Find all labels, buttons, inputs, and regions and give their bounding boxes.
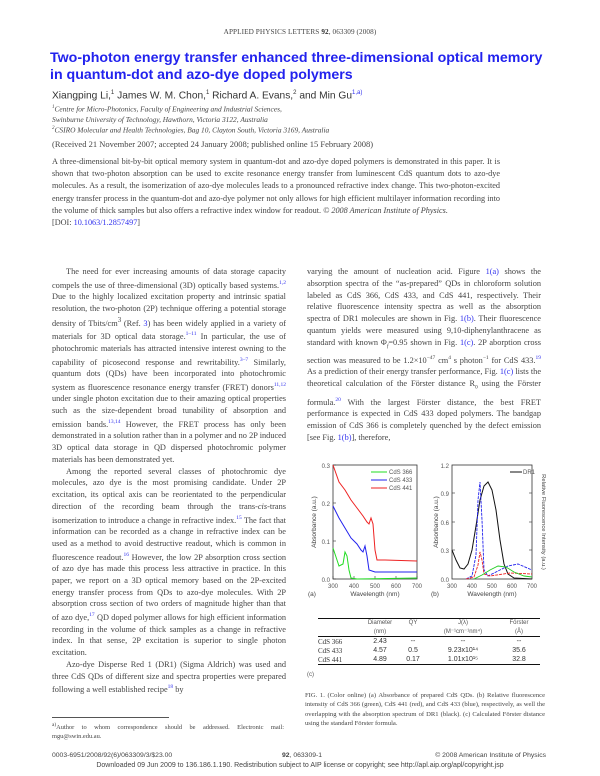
citation-link[interactable]: 15: [236, 514, 242, 521]
figure-link[interactable]: 1(c): [499, 367, 514, 377]
svg-text:0.1: 0.1: [321, 540, 330, 546]
svg-text:0.3: 0.3: [440, 549, 449, 555]
citation-link[interactable]: 11,12: [273, 381, 286, 388]
table-cell: 32.8: [512, 656, 526, 663]
title-line-2: in quantum-dot and azo-dye doped polymers: [50, 66, 353, 83]
text: ) has been widely applied in a variety of materials for 3D optical data storage.: [52, 318, 286, 342]
author: and Min Gu: [296, 90, 352, 102]
svg-text:0.0: 0.0: [321, 578, 330, 584]
forster-table: [318, 619, 540, 664]
superscript: 3: [117, 316, 122, 324]
svg-text:400: 400: [466, 584, 478, 590]
footer-page: [282, 752, 322, 759]
table-cell: 0.17: [406, 656, 420, 663]
footnote-text: Author to whom correspondence should be addressed. Electronic mail: mgu@swin.edu.au.: [52, 724, 284, 741]
svg-text:600: 600: [506, 584, 518, 590]
text: using the Förster formula.: [307, 379, 542, 407]
svg-text:500: 500: [369, 584, 381, 590]
text: (Ref.: [121, 318, 144, 328]
text: The need for ever increasing amounts of data storage capacity compels the use of three-dimensional (3D) optically based systems.: [52, 267, 286, 290]
footnote: [52, 721, 284, 741]
svg-text:0.3: 0.3: [321, 464, 330, 470]
svg-text:CdS 433: CdS 433: [389, 478, 413, 484]
svg-text:Absorbance (a.u.): Absorbance (a.u.): [433, 496, 440, 548]
text: In particular, the use of photochromic materials has attracted intensive interest owning to the capability of picosecond response and rewritability.: [52, 332, 286, 367]
footnote-divider: [52, 717, 169, 718]
doi-suffix: ]: [137, 218, 141, 228]
table-row: [318, 655, 540, 664]
paragraph: [307, 266, 541, 443]
author-affiliation-mark: 1: [205, 90, 210, 96]
svg-text:700: 700: [411, 584, 423, 590]
text: -trans isomerization to introduce a change in refractive index.: [52, 501, 286, 525]
download-notice: Downloaded 09 Jun 2009 to 136.186.1.190. Redistribution subject to AIP license or copyright; see http://apl.aip.org/apl/copyright.jsp: [96, 762, 504, 769]
table-cell: CdS 366: [318, 637, 343, 646]
svg-text:(b): (b): [431, 591, 439, 598]
figure-link[interactable]: 1(b): [459, 314, 474, 323]
table-cell: 4.89: [373, 656, 387, 663]
text: As a prediction of their energy transfer performance, Fig.: [307, 367, 500, 377]
table-header: QY: [408, 620, 418, 626]
citation-link[interactable]: 1–11: [185, 331, 197, 338]
citation-link[interactable]: 17: [89, 612, 95, 619]
affiliation-text: CSIRO Molecular and Health Technologies, Bag 10, Clayton South, Victoria 3169, Australia: [54, 125, 330, 135]
svg-text:1.2: 1.2: [440, 464, 449, 470]
journal-name: APPLIED PHYSICS LETTERS: [223, 28, 320, 36]
figure-link[interactable]: 1(a): [485, 267, 499, 276]
affiliation-text: Centre for Micro-Photonics, Faculty of Engineering and Industrial Sciences,: [54, 104, 282, 114]
text: . Their fluorescence quantum yields were measured using 9,10-diphenylanthracene as standard with known Φ: [307, 314, 541, 347]
citation-link[interactable]: 13,14: [108, 418, 121, 425]
doi-link[interactable]: 10.1063/1.2857497: [73, 218, 138, 228]
table-cell: 2.43: [373, 638, 387, 645]
author: Richard A. Evans,: [209, 90, 294, 102]
text: cm: [435, 355, 449, 365]
table-unit: (nm): [373, 628, 387, 635]
svg-text:(a): (a): [308, 591, 316, 598]
ref-link[interactable]: 3: [143, 318, 148, 328]
text: . 2P aborption cross section was measured to be 1.2×10: [307, 337, 541, 365]
text: Among the reported several classes of photochromic dye molecules, azo dye is the most promising candidate. Under 2P excitation, its optical axis can be reorientated to the perpendicular direction of the recording beam through the trans-: [52, 466, 286, 511]
title-line-1: Two-photon energy transfer enhanced three-dimensional optical memory: [50, 50, 543, 66]
author-affiliation-mark: 2: [293, 90, 297, 96]
footer-copyright: © 2008 American Institute of Physics: [435, 752, 546, 759]
citation-link[interactable]: 18: [167, 684, 174, 691]
table-cell: 35.6: [512, 647, 526, 654]
svg-text:500: 500: [486, 584, 498, 590]
text: Due to the highly localized excitation property and intrinsic spatial resolution, the two-photon (2P) technique offering a potential storage density of Tbits/cm: [52, 292, 286, 328]
table-cell: --: [410, 638, 416, 645]
paper-title: [50, 50, 550, 83]
affiliation-1: [52, 103, 552, 125]
text: for CdS 433.: [488, 355, 536, 365]
svg-text:DR1: DR1: [523, 470, 536, 476]
table-cell: 1.01x10¹⁵: [447, 656, 479, 663]
doi-prefix: [DOI:: [52, 218, 74, 228]
author: James W. M. Chon,: [114, 90, 206, 102]
affiliation-2: [52, 124, 552, 136]
superscript: 4: [448, 354, 451, 361]
svg-text:400: 400: [348, 584, 360, 590]
paragraph: [52, 659, 286, 696]
journal-header: [0, 28, 600, 36]
svg-text:300: 300: [446, 584, 458, 590]
subscript: 0: [474, 384, 478, 391]
text: varying the amount of nucleation acid. Figure: [307, 267, 486, 276]
figure-1a-chart: [305, 460, 433, 600]
figure-1c-table: [318, 618, 540, 665]
table-unit: (Å): [515, 628, 523, 635]
citation-link[interactable]: 20: [335, 396, 341, 403]
figure-1b-legend: [510, 470, 536, 476]
superscript: −1: [482, 354, 489, 361]
table-units-row: [318, 627, 540, 637]
author-list: [52, 90, 552, 101]
text: lists the theoretical calculation of the Förster distance R: [307, 367, 541, 389]
affiliation-text: Swinburne University of Technology, Hawthorn, Victoria 3122, Australia: [52, 114, 268, 124]
svg-text:700: 700: [526, 584, 538, 590]
footnote-mark: a): [52, 722, 57, 728]
abstract-text: A three-dimensional bit-by-bit optical memory system in quantum-dot and azo-dye doped polymers is demonstrated in this paper. It is shown that two-photon absorption can be used to excite resonance energy transfer from luminescent CdS quantum dots to azo-dye molecules. As a result, the isomerization of azo-dye molecules leads to a pronounced refractive index change. This two-photon-excited energy transfer process in the quantum-dot and azo-dye polymer not only allows for high efficient multilayer information recording into the volume of thick samples but also offers a refractive index window for readout.: [52, 157, 500, 215]
text: shows the absorption spectra of the “as-prepared” QDs in chloroform solution labeled as CdS 366, CdS 433, and CdS 441, respectively. Their relative fluorescence intensity spectra as well as the absorption spectra of DR1 molecules are shown in Fig.: [307, 267, 541, 323]
right-column: [307, 266, 541, 443]
svg-text:Absorbance (a.u.): Absorbance (a.u.): [311, 496, 318, 548]
journal-article: , 063309 (2008): [328, 28, 377, 36]
affiliation-mark: 1: [52, 105, 55, 110]
svg-text:Relative Fluorescence Intensit: Relative Fluorescence Intensity (a.u.): [540, 474, 546, 570]
text: ], therefore,: [351, 432, 391, 442]
figure-link[interactable]: 1(b): [337, 432, 352, 442]
italic-text: cis: [257, 501, 268, 511]
received-dates: (Received 21 November 2007; accepted 24 January 2008; published online 15 February 2008): [52, 139, 374, 149]
figure-1b-chart: [430, 460, 575, 600]
left-column: [52, 266, 286, 696]
corresponding-author-link[interactable]: 1,a): [351, 90, 363, 96]
table-cell: 4.57: [373, 647, 387, 654]
table-cell: --: [516, 638, 522, 645]
svg-text:CdS 366: CdS 366: [389, 470, 413, 476]
figure-1a-legend: [371, 470, 413, 492]
figure-caption: FIG. 1. (Color online) (a) Absorbance of prepared CdS QDs. (b) Relative fluorescence intensity of CdS 366 (green), CdS 441 (red), and CdS 433 (blue), respectively, as well the overlapping with the absorption spectrum of DR1 (black). (c) Calculated Förster distance using the standard Förster formula.: [305, 692, 545, 727]
citation-link[interactable]: 19: [535, 354, 541, 361]
affiliation-mark: 2: [52, 126, 55, 131]
table-cell: 0.5: [408, 647, 418, 654]
paragraph: [52, 266, 286, 466]
panel-c-label: (c): [307, 672, 314, 678]
table-header: Diameter: [367, 620, 393, 626]
paragraph: [52, 466, 286, 659]
author: Xiangping Li,: [52, 90, 111, 102]
table-header: Förster: [509, 620, 529, 626]
citation-link[interactable]: 1,2: [279, 279, 286, 286]
svg-text:0.0: 0.0: [440, 578, 449, 584]
footer-page-number: , 063309-1: [289, 752, 323, 759]
svg-text:0.9: 0.9: [440, 492, 449, 498]
text: Similarly, quantum dots (QDs) have been incorporated into photochromic system as fluorescence resonance energy transfer (FRET) donors: [52, 357, 286, 392]
subscript: f: [386, 343, 389, 350]
svg-text:Wavelength (nm): Wavelength (nm): [350, 591, 400, 598]
table-header-row: [318, 619, 540, 627]
svg-text:0.6: 0.6: [440, 521, 449, 527]
footer-volume: 92: [282, 752, 290, 759]
text: =0.95 shown in Fig.: [388, 337, 460, 347]
text: With the largest Förster distance, the best FRET performance is expected in CdS 433 doped polymers. The bandgap emission of CdS 366 is completely quenched by the defect emission [see Fig.: [307, 397, 541, 442]
table-unit: (M⁻¹cm⁻¹nm⁴): [443, 629, 483, 635]
svg-text:Wavelength (nm): Wavelength (nm): [467, 591, 517, 598]
abstract-copyright: © 2008 American Institute of Physics.: [323, 205, 448, 215]
text: Azo-dye Disperse Red 1 (DR1) (Sigma Aldrich) was used and three CdS QDs of different size and spectra properties were prepared following a well established recipe: [52, 659, 286, 695]
svg-text:CdS 441: CdS 441: [389, 486, 413, 492]
table-header: [318, 619, 362, 627]
abstract: [52, 156, 500, 229]
journal-volume: 92: [321, 28, 329, 36]
text: However, the FRET process has only been demonstrated in a solution rather than in a polymer and no 2P induced 3D optical data storage in QD dispersed photochromic polymer materials has been demonstrated yet.: [52, 419, 286, 464]
text: However, the low 2P absorption cross section of azo dye has made this process less attractive in practice. In this paper, we report on a 3D optical memory based on the 2P-excited energy transfer process from QDs to azo-dye molecules. With 2P absorption cross section of two orders of magnitude higher than that of azo dye,: [52, 552, 286, 622]
table-unit: [398, 627, 428, 637]
table-row: [318, 646, 540, 655]
table-header: J(λ): [458, 620, 468, 626]
author-affiliation-mark: 1: [110, 90, 115, 96]
text: s photon: [450, 355, 483, 365]
text: under single photon excitation due to their amazing optical properties such as the size-dependent broad tunability of absorption and emission bands.: [52, 394, 286, 429]
citation-link[interactable]: 3–7: [239, 356, 249, 363]
table-cell: CdS 441: [318, 655, 343, 664]
table-cell: CdS 433: [318, 646, 343, 655]
table-cell: --: [460, 638, 466, 645]
svg-text:0.2: 0.2: [321, 502, 330, 508]
table-unit: [318, 627, 362, 637]
text: by: [173, 685, 184, 695]
table-row: [318, 637, 540, 647]
svg-text:600: 600: [390, 584, 402, 590]
superscript: −47: [426, 354, 436, 361]
text: The fact that information can be recorded as a change in refractive index can be used as a method to avoid destructive readout, which is common in fluorescence readout.: [52, 515, 286, 562]
figure-link[interactable]: 1(c): [459, 337, 474, 347]
footer-issn: 0003-6951/2008/92(6)/063309/3/$23.00: [52, 752, 173, 759]
svg-text:300: 300: [327, 584, 339, 590]
table-cell: 9.23x10¹⁴: [447, 647, 479, 654]
citation-link[interactable]: 16: [123, 551, 129, 558]
text: QD doped polymer allows for high efficient information recording in the volume of thick samples as a change in refractive index. In that sense, 2P excitation is superior to single photon excitation.: [52, 612, 286, 658]
